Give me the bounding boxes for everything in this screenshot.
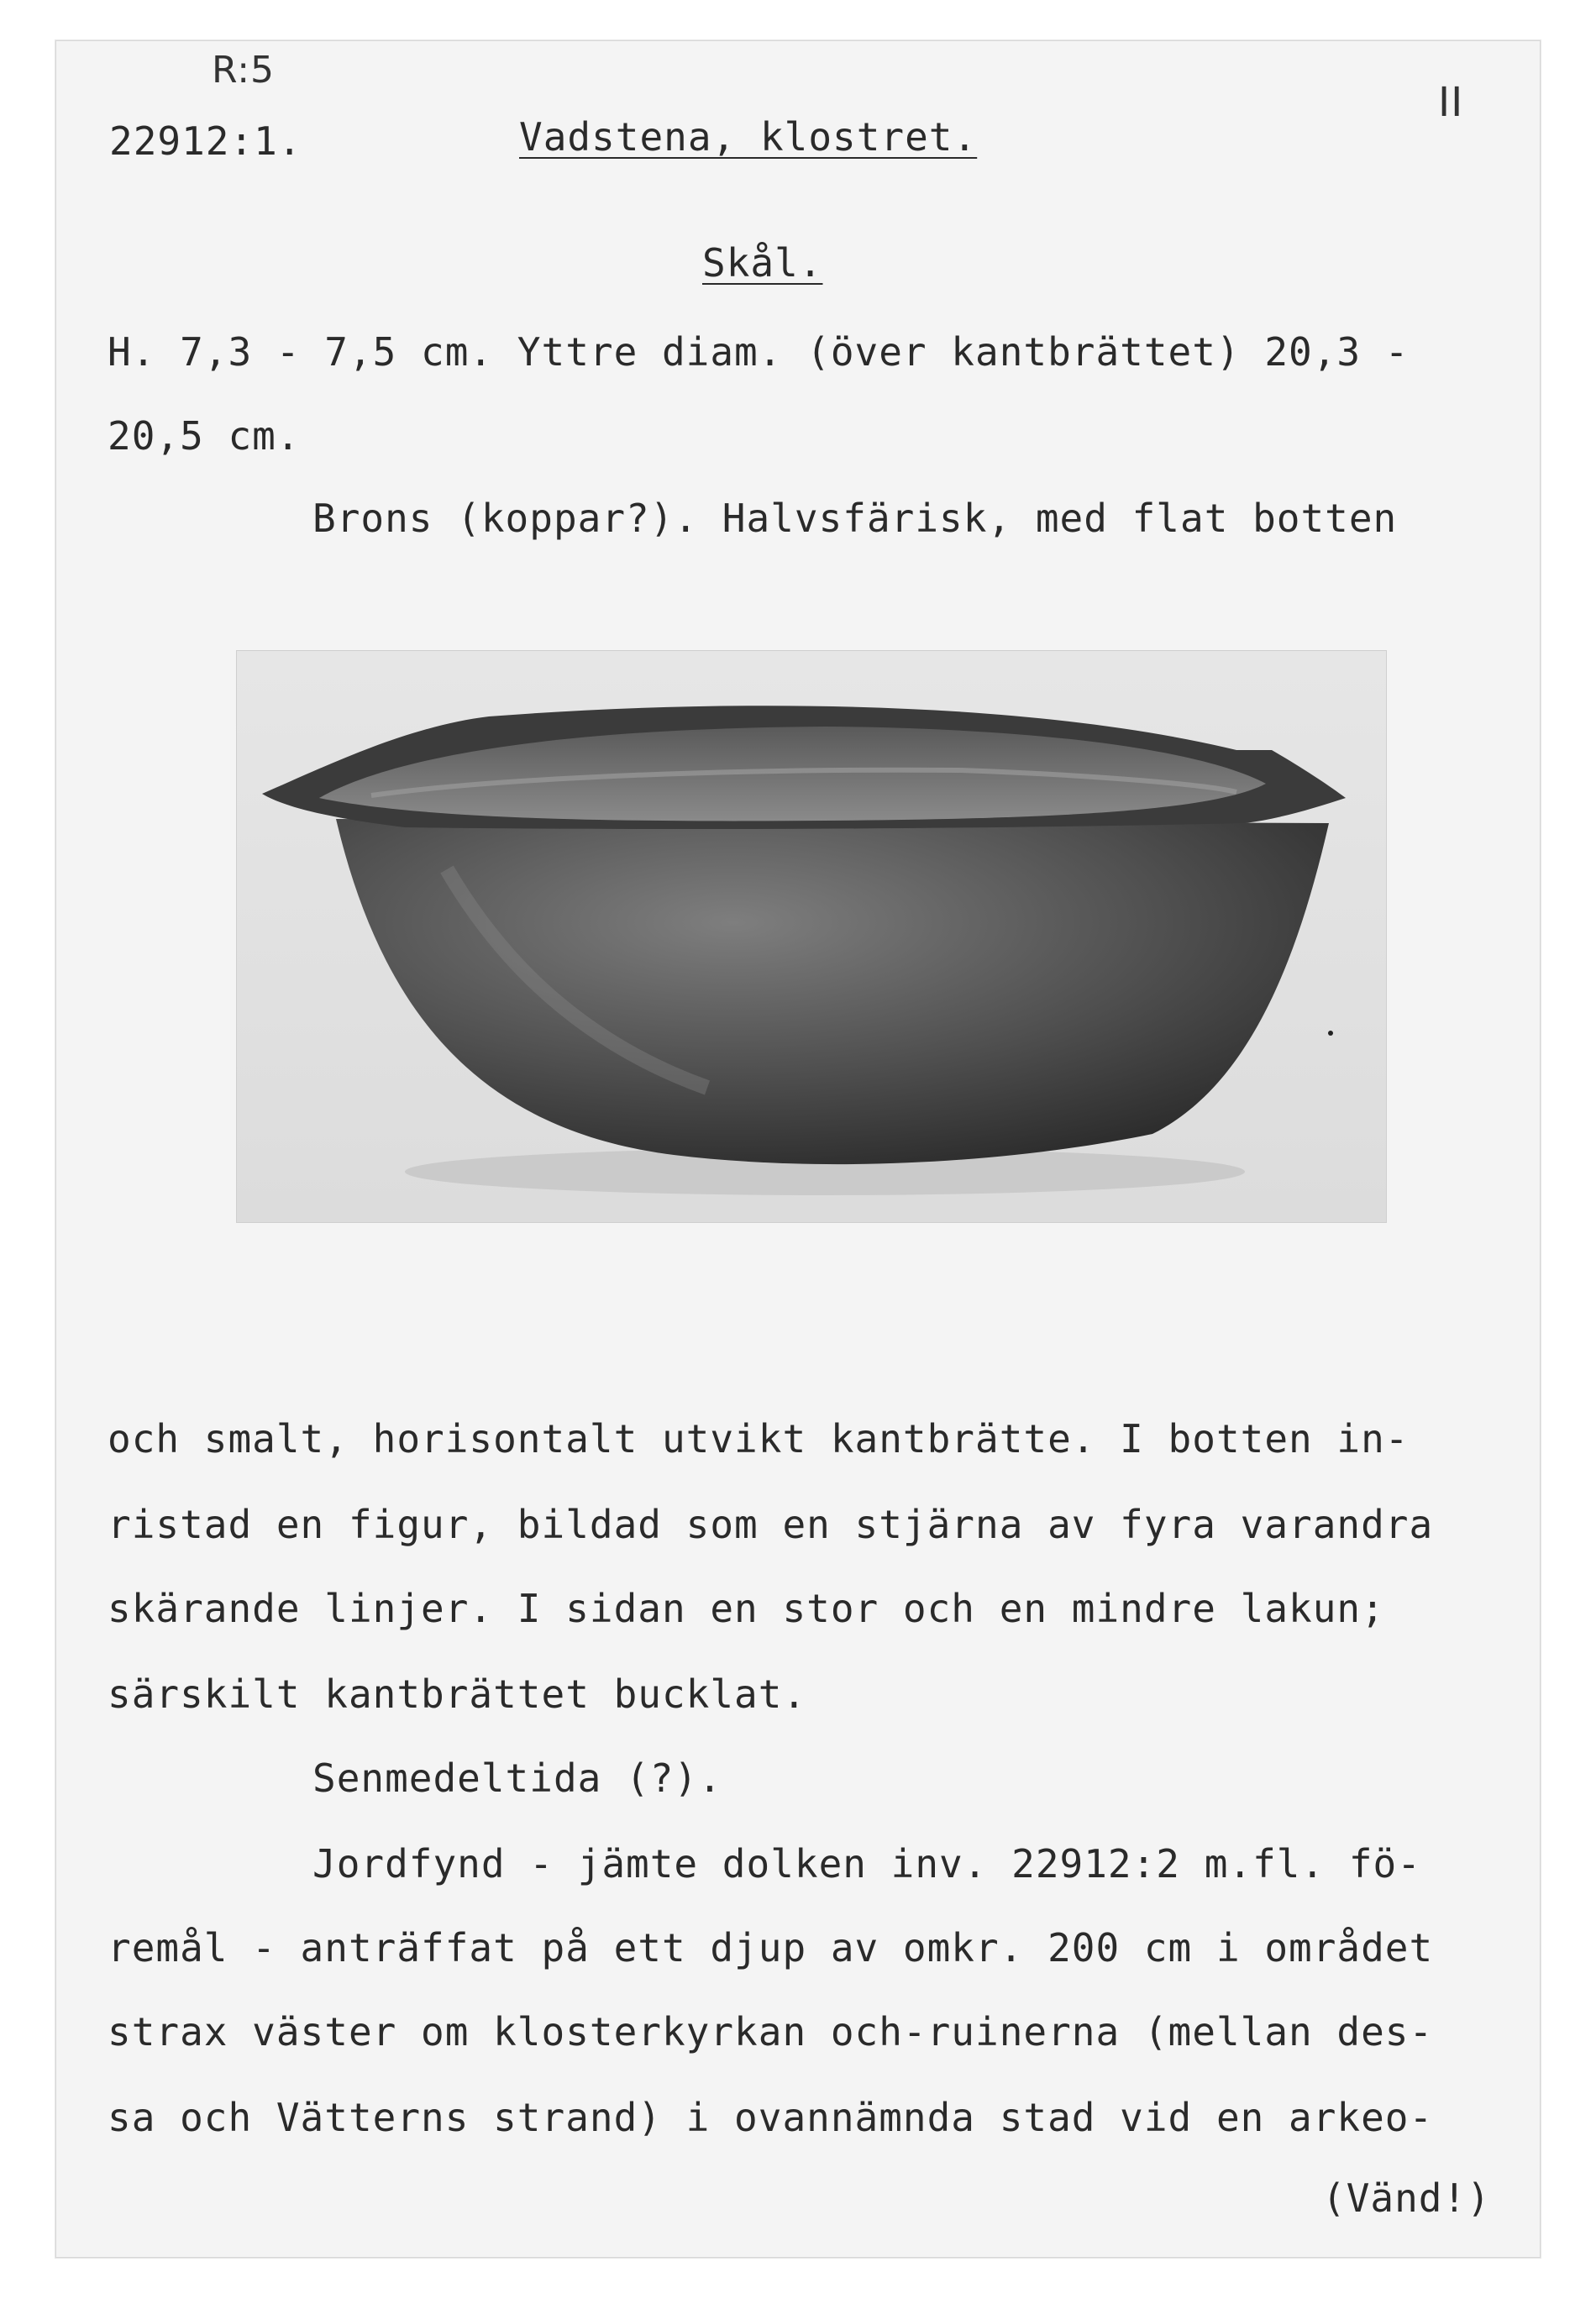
location-heading: Vadstena, klostret.	[519, 114, 978, 160]
find-line-3: strax väster om klosterkyrkan och-ruinerna (mellan des-	[108, 2009, 1434, 2054]
description-line-2: ristad en figur, bildad som en stjärna av fyra varandra	[108, 1502, 1434, 1547]
handwritten-mark: R:5	[212, 49, 276, 92]
roman-numeral-mark: II	[1438, 79, 1464, 126]
turn-note: (Vänd!)	[1322, 2175, 1491, 2221]
find-line-2: remål - anträffat på ett djup av omkr. 200 cm i området	[108, 1925, 1434, 1971]
bowl-photo	[237, 651, 1386, 1222]
inventory-number: 22912:1.	[109, 118, 302, 164]
description-line-3: skärande linjer. I sidan en stor och en mindre lakun;	[108, 1586, 1385, 1631]
material-line: Brons (koppar?). Halvsfärisk, med flat botten	[312, 496, 1398, 541]
find-line-4: sa och Vätterns strand) i ovannämnda stad vid en arkeo-	[108, 2095, 1434, 2140]
description-line-4: särskilt kantbrättet bucklat.	[108, 1671, 807, 1717]
measurements-line-1: H. 7,3 - 7,5 cm. Yttre diam. (över kantbrättet) 20,3 -	[108, 329, 1410, 375]
measurements-line-2: 20,5 cm.	[108, 413, 301, 459]
description-line-1: och smalt, horisontalt utvikt kantbrätte. I botten in-	[108, 1416, 1410, 1461]
dating-line: Senmedeltida (?).	[312, 1755, 722, 1801]
find-line-1: Jordfynd - jämte dolken inv. 22912:2 m.fl. fö-	[312, 1841, 1421, 1887]
object-title: Skål.	[702, 240, 823, 286]
